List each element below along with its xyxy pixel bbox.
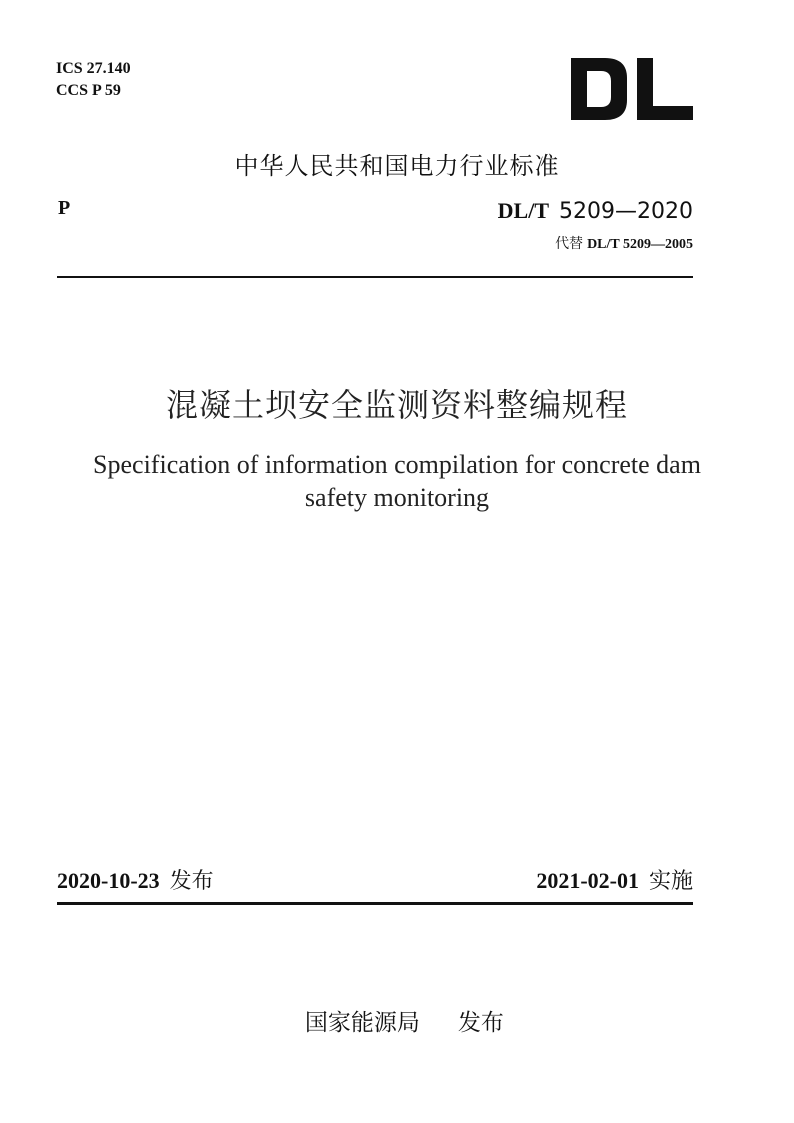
issue-date bbox=[57, 864, 214, 895]
dl-logo bbox=[571, 58, 693, 120]
top-divider bbox=[57, 276, 693, 278]
implementation-label: 实施 bbox=[648, 869, 693, 894]
category-letter: P bbox=[58, 197, 71, 219]
implementation-date-value: 2021-02-01 bbox=[536, 868, 639, 893]
classification-codes bbox=[56, 58, 131, 102]
implementation-date bbox=[536, 864, 693, 895]
standard-year-number: 5209—2020 bbox=[559, 199, 693, 224]
issue-date-value: 2020-10-23 bbox=[57, 868, 160, 893]
publisher-name: 国家能源局 bbox=[304, 1010, 420, 1036]
publisher-label: 发布 bbox=[457, 1010, 504, 1036]
ics-code: ICS 27.140 bbox=[56, 60, 131, 77]
ccs-code: CCS P 59 bbox=[56, 82, 121, 99]
standard-number bbox=[498, 198, 693, 224]
dl-logo-mark bbox=[571, 58, 693, 120]
title-chinese: 混凝土坝安全监测资料整编规程 bbox=[165, 386, 628, 424]
title-english-line-2: safety monitoring bbox=[304, 483, 490, 512]
issue-label: 发布 bbox=[169, 869, 214, 894]
replaces-label: 代替 bbox=[555, 236, 584, 252]
publisher bbox=[0, 978, 794, 1037]
replaces-note bbox=[555, 233, 693, 253]
title-english-line-1: Specification of information compilation for concrete dam bbox=[93, 450, 701, 479]
title-english bbox=[40, 448, 754, 514]
replaced-standard: DL/T 5209—2005 bbox=[587, 237, 693, 252]
standard-code: DL/T bbox=[497, 198, 550, 223]
category-title: 中华人民共和国电力行业标准 bbox=[234, 152, 560, 180]
bottom-divider bbox=[57, 902, 693, 905]
